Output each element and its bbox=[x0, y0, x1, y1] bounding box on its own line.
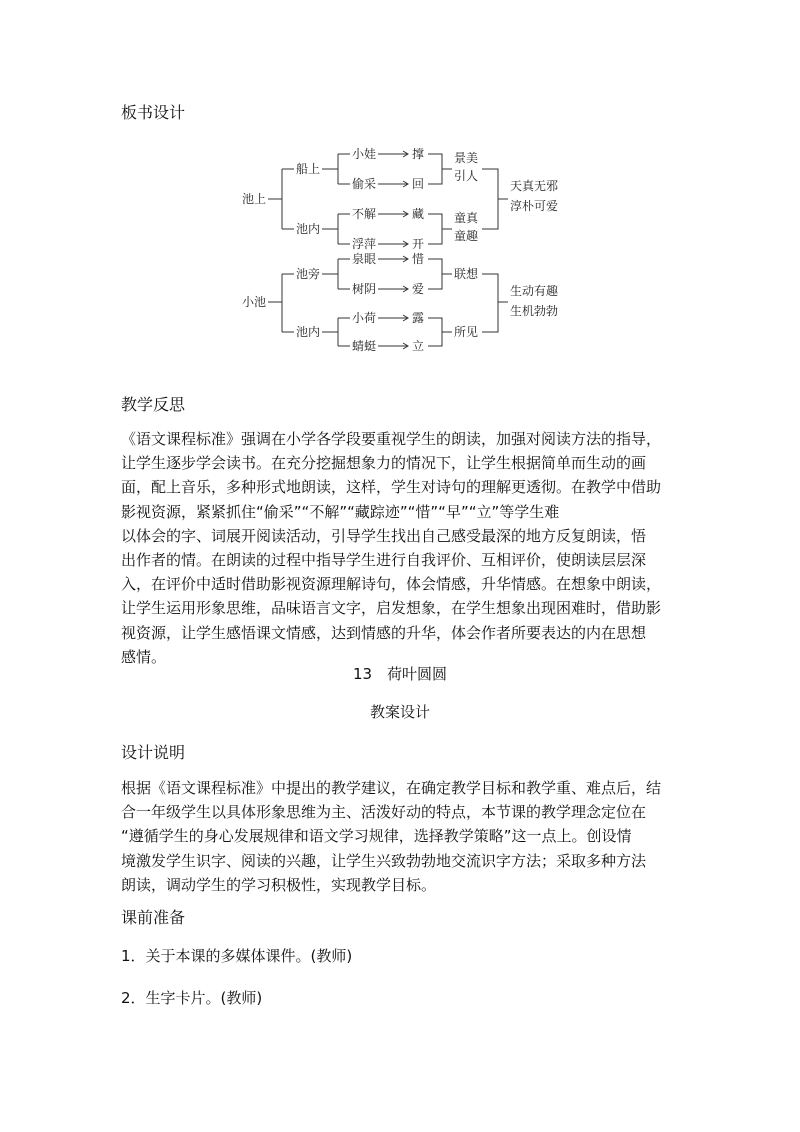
lesson-subtitle: 教案设计 bbox=[369, 703, 430, 721]
diagram-leaf-row bbox=[352, 176, 424, 191]
board-heading: 板书设计 bbox=[121, 103, 186, 122]
text-line: 影视资源，紧紧抓住“偷采”“不解”“藏踪迹”“惜”“早”“立”等学生难 bbox=[121, 502, 560, 521]
leaf-char: 惜 bbox=[412, 252, 425, 266]
text-line: 面，配上音乐，多种形式地朗读，这样，学生对诗句的理解更透彻。在教学中借助 bbox=[121, 478, 662, 497]
diagram-leaf-row bbox=[352, 146, 424, 161]
diagram-branch-1: 船上 bbox=[296, 162, 321, 176]
text-line: “遵循学生的身心发展规律和语文学习规律，选择教学策略”这一点上。创设情 bbox=[121, 827, 632, 846]
text-line: 让学生逐步学会读书。在充分挖掘想象力的情况下，让学生根据简单而生动的画 bbox=[121, 454, 647, 473]
diagram-result-1b: 淳朴可爱 bbox=[510, 199, 559, 213]
leaf-char: 回 bbox=[412, 177, 425, 191]
diagram-group-2a: 童真 bbox=[454, 211, 479, 225]
text-line: 视资源，让学生感悟课文情感，达到情感的升华，体会作者所要表达的内在思想 bbox=[121, 623, 647, 642]
text-line: 根据《语文课程标准》中提出的教学建议，在确定教学目标和教学重、难点后，结 bbox=[121, 779, 662, 797]
leaf-char: 撑 bbox=[412, 147, 425, 161]
diagram-leaf-row bbox=[352, 338, 424, 353]
diagram-leaf-row bbox=[352, 236, 424, 251]
text-line: 以体会的字、词展开阅读活动，引导学生找出自己感受最深的地方反复朗读，悟 bbox=[121, 526, 647, 545]
text-line: 境激发学生识字、阅读的兴趣，让学生兴致勃勃地交流识字方法；采取多种方法 bbox=[121, 851, 647, 870]
leaf-label: 树阴 bbox=[352, 282, 377, 296]
text-line: 合一年级学生以具体形象思维为主、活泼好动的特点，本节课的教学理念定位在 bbox=[121, 803, 647, 822]
leaf-char: 藏 bbox=[412, 207, 425, 221]
diagram-group-2b: 童趣 bbox=[454, 229, 479, 243]
prep-item: 1．关于本课的多媒体课件。(教师) bbox=[121, 947, 353, 965]
leaf-label: 泉眼 bbox=[352, 252, 377, 266]
diagram-group-1a: 景美 bbox=[454, 151, 479, 165]
prep-item: 2．生字卡片。(教师) bbox=[121, 989, 263, 1007]
text-line: 让学生运用形象思维，品味语言文字，启发想象，在学生想象出现困难时，借助影 bbox=[121, 599, 662, 618]
design-paragraph bbox=[121, 776, 691, 897]
diagram-result-2a: 生动有趣 bbox=[510, 284, 559, 298]
text-line: 入，在评价中适时借助影视资源理解诗句，体会情感，升华情感。在想象中朗读， bbox=[121, 575, 662, 594]
reflection-heading: 教学反思 bbox=[121, 395, 186, 414]
leaf-label: 偷采 bbox=[352, 177, 377, 191]
diagram-leaf-row bbox=[352, 311, 424, 325]
diagram-root-2: 小池 bbox=[242, 295, 267, 309]
leaf-label: 小荷 bbox=[352, 311, 377, 325]
design-heading: 设计说明 bbox=[121, 743, 186, 762]
text-line: 朗读，调动学生的学习积极性，实现教学目标。 bbox=[121, 875, 437, 894]
leaf-char: 开 bbox=[412, 237, 425, 251]
text-line: 《语文课程标准》强调在小学各学段要重视学生的朗读，加强对阅读方法的指导， bbox=[121, 430, 662, 448]
diagram-leaf-row bbox=[352, 251, 424, 266]
leaf-char: 爱 bbox=[412, 282, 425, 296]
diagram-group-1b: 引人 bbox=[454, 169, 479, 183]
diagram-leaf-row bbox=[352, 281, 424, 296]
diagram-branch-2: 池内 bbox=[296, 222, 321, 236]
leaf-label: 蜻蜓 bbox=[352, 339, 377, 353]
diagram-result-2b: 生机勃勃 bbox=[510, 304, 559, 318]
diagram-leaf-row bbox=[352, 206, 424, 221]
leaf-label: 不解 bbox=[352, 207, 377, 221]
reflection-paragraph bbox=[121, 427, 691, 669]
prep-heading: 课前准备 bbox=[121, 908, 186, 927]
text-line: 感情。 bbox=[121, 647, 167, 666]
diagram-result-1a: 天真无邪 bbox=[510, 179, 559, 193]
diagram-root-1: 池上 bbox=[242, 192, 267, 206]
diagram-branch-3: 池旁 bbox=[296, 267, 321, 281]
diagram-group-4: 所见 bbox=[454, 325, 479, 339]
lesson-title: 13 荷叶圆圆 bbox=[352, 665, 448, 683]
leaf-char: 露 bbox=[412, 311, 425, 325]
leaf-label: 小娃 bbox=[352, 147, 377, 161]
diagram-branch-4: 池内 bbox=[296, 325, 321, 339]
leaf-label: 浮萍 bbox=[352, 237, 377, 251]
leaf-char: 立 bbox=[412, 339, 425, 353]
diagram-group-3: 联想 bbox=[454, 267, 479, 281]
text-line: 出作者的情。在朗读的过程中指导学生进行自我评价、互相评价，使朗读层层深 bbox=[121, 551, 647, 570]
board-diagram bbox=[240, 140, 580, 360]
